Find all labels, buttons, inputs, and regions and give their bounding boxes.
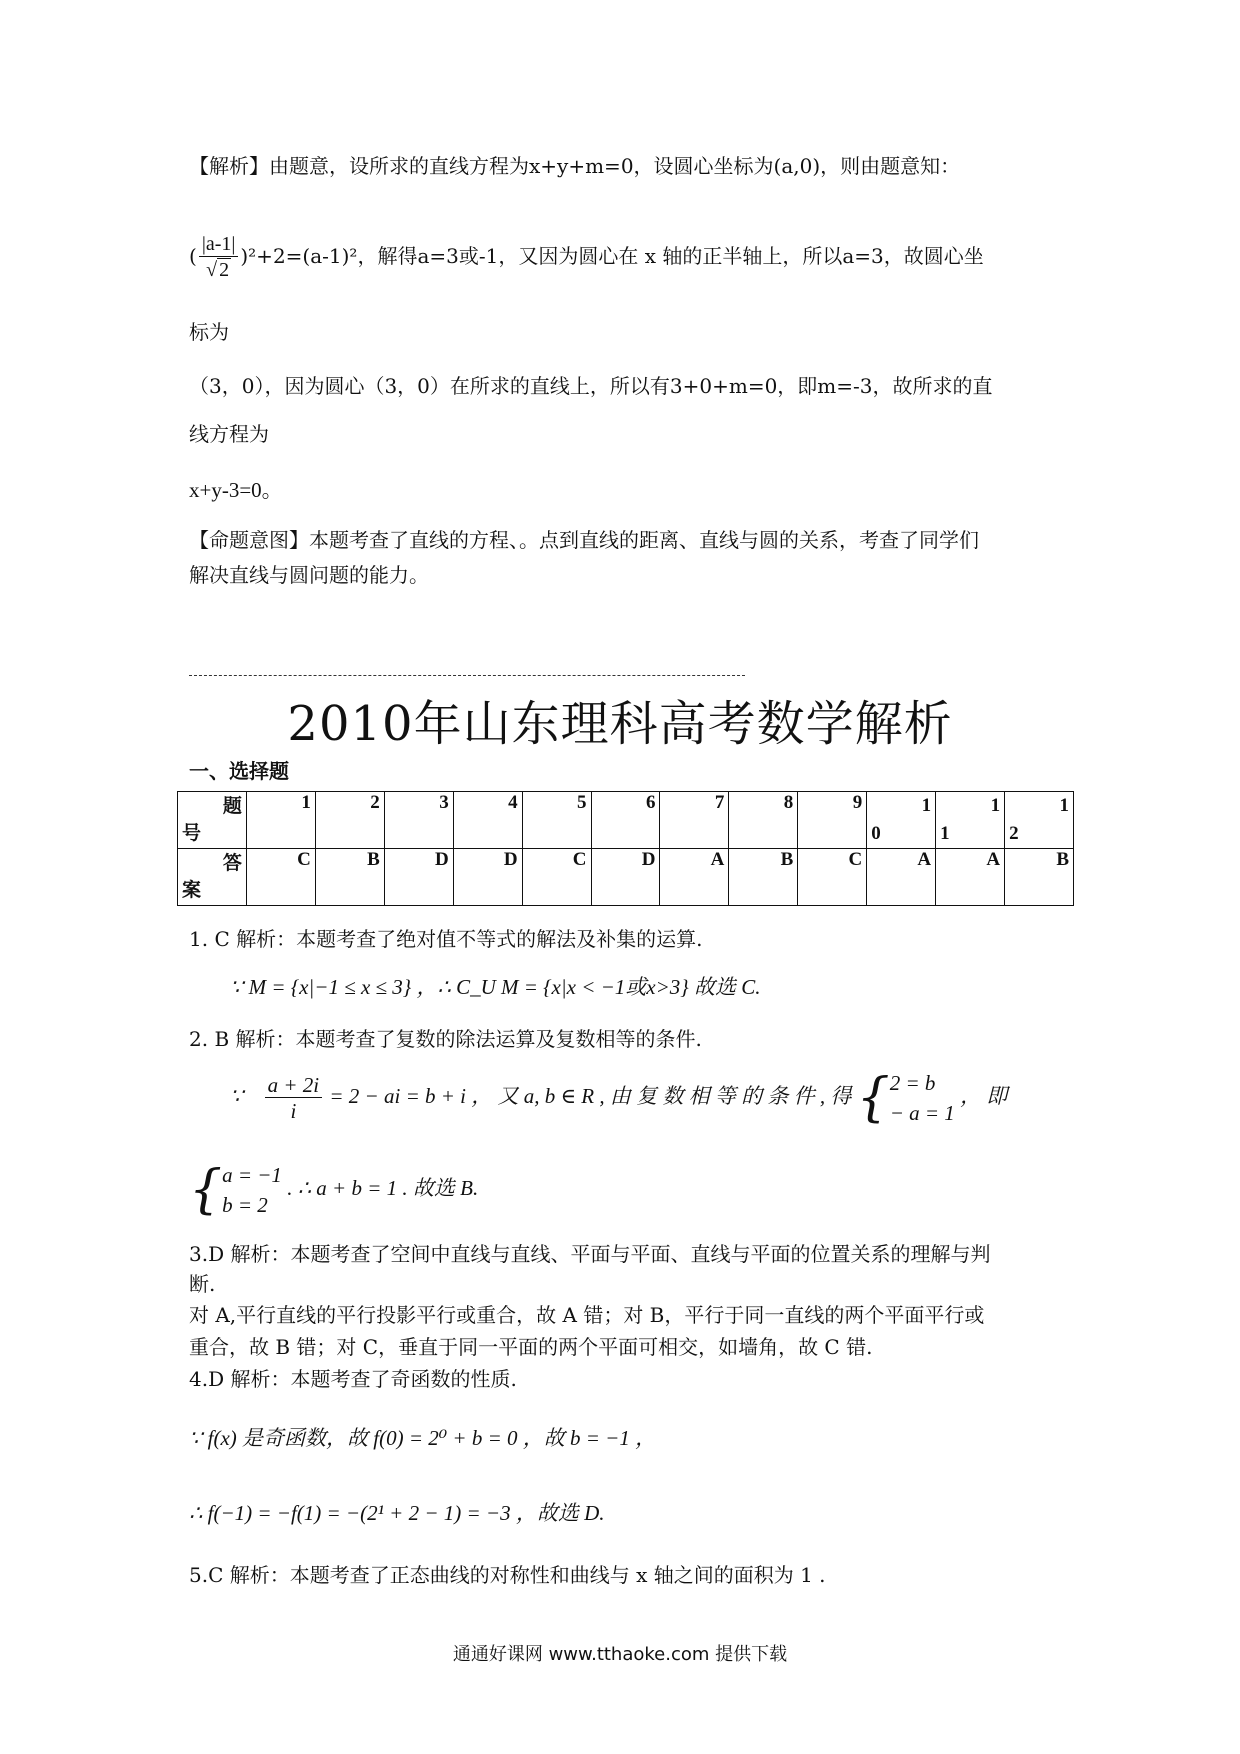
fraction-denominator: i	[290, 1098, 297, 1123]
intent-paragraph-1: 【命题意图】本题考查了直线的方程、。点到直线的距离、直线与圆的关系，考查了同学们	[189, 528, 979, 552]
brace-symbol: {	[189, 1160, 223, 1220]
q1-formula: ∵ M = {x|−1 ≤ x ≤ 3} ，∴ C_U M = {x|x < −1或x>3} 故选 C.	[230, 975, 761, 999]
fraction-numerator: |a-1|	[199, 232, 239, 257]
table-cell: D	[384, 849, 453, 906]
page-title: 2010年山东理科高考数学解析	[287, 696, 953, 752]
fraction	[199, 232, 239, 283]
table-cell: 3	[384, 792, 453, 849]
q3-line-3: 对 A,平行直线的平行投影平行或重合，故 A 错；对 B，平行于同一直线的两个平面平行或	[189, 1303, 985, 1327]
separator-dashed-line	[189, 675, 745, 676]
q5-heading: 5.C 解析：本题考查了正态曲线的对称性和曲线与 x 轴之间的面积为 1 .	[189, 1563, 826, 1587]
table-cell: C	[798, 849, 867, 906]
table-cell: A	[660, 849, 729, 906]
table-header-cell: 答 案	[178, 849, 247, 906]
table-cell: B	[1005, 849, 1074, 906]
q4-formula-2: ∴ f(−1) = −f(1) = −(2¹ + 2 − 1) = −3 ，故选 D.	[189, 1501, 605, 1525]
q2-formula-rest: = 2 − ai = b + i ， 又 a, b ∈ R , 由 复 数 相 等 的 条 件 , 得	[329, 1083, 852, 1108]
table-cell: D	[453, 849, 522, 906]
answer-table	[177, 791, 1074, 906]
solution-paragraph-6: x+y-3=0。	[189, 478, 283, 502]
solution-paragraph-4: （3，0），因为圆心（3，0）在所求的直线上，所以有3+0+m=0，即m=-3，故所求的直	[189, 374, 993, 398]
table-cell: 5	[522, 792, 591, 849]
table-cell: 4	[453, 792, 522, 849]
solution-paragraph-1: 【解析】由题意，设所求的直线方程为x+y+m=0，设圆心坐标为(a,0)，则由题意知：	[189, 154, 961, 178]
solution-paragraph-2-rest: )²+2=(a-1)²，解得a=3或-1，又因为圆心在 x 轴的正半轴上，所以a=3，故圆心坐	[240, 244, 984, 268]
table-cell: A	[936, 849, 1005, 906]
section-heading: 一、选择题	[189, 759, 289, 783]
table-cell: B	[729, 849, 798, 906]
q1-heading: 1. C 解析：本题考查了绝对值不等式的解法及补集的运算.	[189, 927, 703, 951]
table-cell: 1	[246, 792, 315, 849]
table-cell: 1 0	[867, 792, 936, 849]
table-cell: B	[315, 849, 384, 906]
intent-paragraph-2: 解决直线与圆问题的能力。	[189, 563, 429, 587]
table-cell: D	[591, 849, 660, 906]
table-row-answers	[178, 849, 1074, 906]
solution-paragraph-2: ( $\frac{|a-1|}{√ 2}$ )²+2=(a-1)²，解得a=3或-1，又因为圆心在 x 轴的正半轴上，所以a=3，故圆心坐	[189, 233, 984, 281]
q2-conclusion: . ∴ a + b = 1 . 故选 B.	[287, 1175, 479, 1200]
table-cell: C	[246, 849, 315, 906]
table-cell: 9	[798, 792, 867, 849]
q2-heading: 2. B 解析：本题考查了复数的除法运算及复数相等的条件.	[189, 1027, 702, 1051]
table-cell: A	[867, 849, 936, 906]
q3-line-4: 重合，故 B 错；对 C，垂直于同一平面的两个平面可相交，如墙角，故 C 错.	[189, 1335, 873, 1359]
equation-system: a = −1 b = 2	[222, 1163, 282, 1217]
table-cell: 1 2	[1005, 792, 1074, 849]
table-cell: 7	[660, 792, 729, 849]
fraction	[265, 1073, 323, 1124]
equation-system: 2 = b − a = 1	[889, 1071, 955, 1125]
solution-paragraph-3: 标为	[189, 320, 229, 344]
brace-symbol: {	[856, 1068, 890, 1128]
solution-paragraph-5: 线方程为	[189, 422, 269, 446]
table-cell: 1 1	[936, 792, 1005, 849]
q4-heading: 4.D 解析：本题考查了奇函数的性质.	[189, 1367, 517, 1391]
table-cell: 2	[315, 792, 384, 849]
fraction-numerator: a + 2i	[265, 1073, 323, 1098]
q4-formula-1: ∵ f(x) 是奇函数，故 f(0) = 2⁰ + b = 0 ，故 b = −1 ，	[189, 1426, 657, 1450]
q3-line-1: 3.D 解析：本题考查了空间中直线与直线、平面与平面、直线与平面的位置关系的理解与判	[189, 1242, 991, 1266]
q2-formula-line: ∵ $\frac{a + 2i}{i}$ = 2 − ai = b + i ， 又 a, b ∈ R , 由 复 数 相 等 的 条 件 , 得 { 2 = b − a = 1 ， 即	[230, 1068, 1008, 1128]
table-row-numbers	[178, 792, 1074, 849]
table-cell: 8	[729, 792, 798, 849]
fraction-denominator	[199, 257, 239, 283]
table-cell: C	[522, 849, 591, 906]
sqrt-symbol: √ 2	[206, 259, 230, 281]
table-header-cell: 题 号	[178, 792, 247, 849]
q3-line-2: 断.	[189, 1272, 216, 1296]
footer: 通通好课网 www.tthaoke.com 提供下载	[452, 1644, 788, 1665]
q2-result-line	[189, 1160, 478, 1220]
table-cell: 6	[591, 792, 660, 849]
